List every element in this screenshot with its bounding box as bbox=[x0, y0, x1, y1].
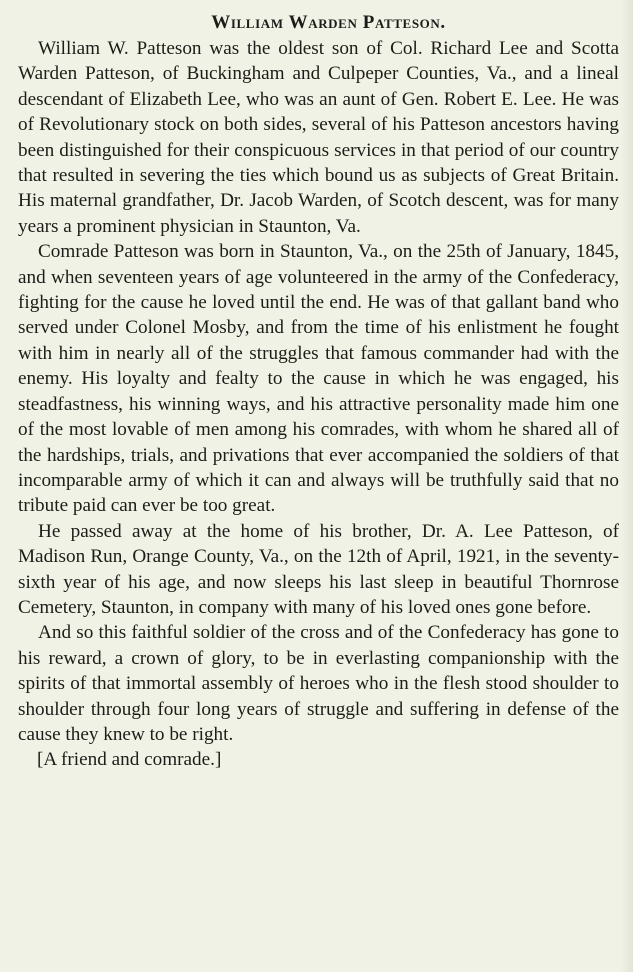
paragraph-service: Comrade Patteson was born in Staunton, Va., on the 25th of January, 1845, and when seventeen years of age volunteered in the army of the Confederacy, fighting for the cause he loved until the end. He was of that gallant band who served under Colonel Mosby, and from the time of his enlistment he fought with him in nearly all of the struggles that famous commander had with the enemy. His loyalty and fealty to the cause in which he was engaged, his steadfastness, his winning ways, and his attractive personality made him one of the most lovable of men among his comrades, with whom he shared all of the hardships, trials, and privations that ever accompanied the soldiers of that incomparable army of which it can and always will be truthfully said that no tribute paid can ever be too great. bbox=[18, 241, 619, 517]
page-edge-shadow bbox=[621, 0, 633, 972]
paragraph-ancestry: William W. Patteson was the oldest son of Col. Richard Lee and Scotta Warden Patteson, of Buckingham and Culpeper Counties, Va., and a lineal descendant of Elizabeth Lee, who was an aunt of Gen. Robert E. Lee. He was of Revolutionary stock on both sides, several of his Patteson ancestors having been distinguished for their conspicuous services in that period of our country that resulted in severing the ties which bound us as subjects of Great Britain. His maternal grandfather, Dr. Jacob Warden, of Scotch descent, was for many years a prominent physician in Staunton, Va. bbox=[18, 38, 619, 237]
paragraph-death: He passed away at the home of his brother, Dr. A. Lee Patteson, of Madison Run, Orange County, Va., on the 12th of April, 1921, in the seventy-sixth year of his age, and now sleeps his last sleep in beautiful Thornrose Cemetery, Staunton, in company with many of his loved ones gone before. bbox=[18, 520, 619, 618]
obituary-article bbox=[18, 10, 619, 773]
article-title: William Warden Patteson. bbox=[211, 12, 446, 33]
article-signature: [A friend and comrade.] bbox=[37, 749, 222, 771]
paragraph-tribute: And so this faithful soldier of the cross and of the Confederacy has gone to his reward, a crown of glory, to be in everlasting companionship with the spirits of that immortal assembly of heroes who in the flesh stood shoulder to shoulder through four long years of struggle and suffering in defense of the cause they knew to be right. bbox=[18, 622, 619, 745]
